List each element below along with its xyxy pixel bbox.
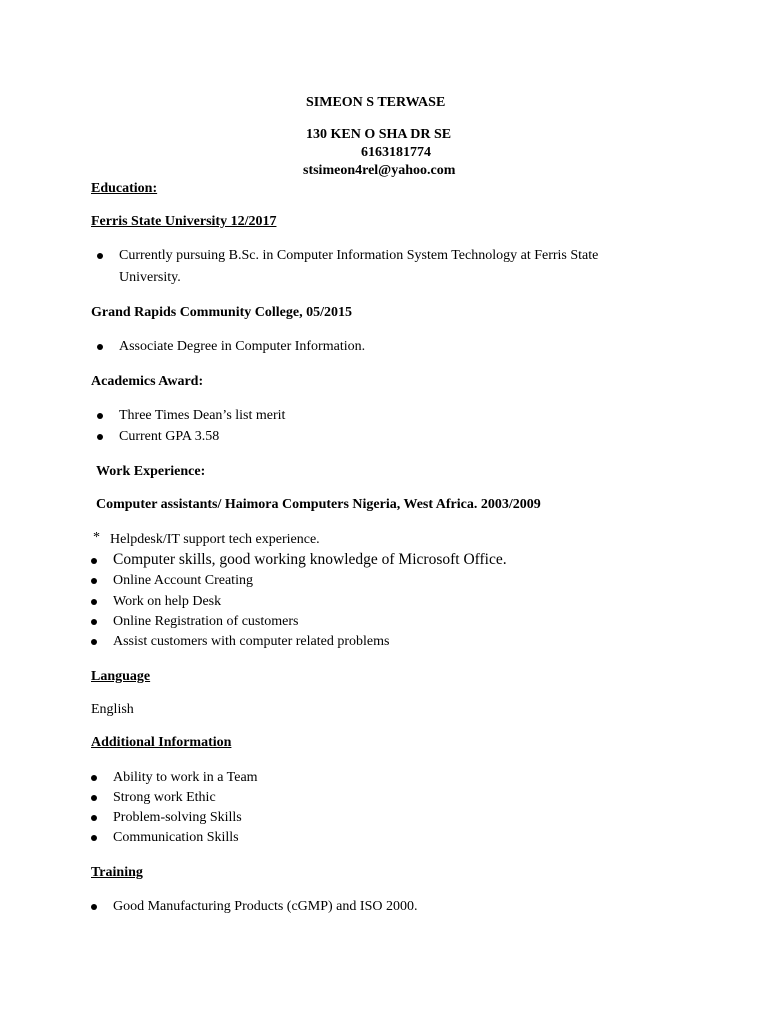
- bullet-icon: [97, 253, 103, 259]
- work-item: Online Account Creating: [113, 573, 253, 588]
- additional-heading: Additional Information: [91, 735, 232, 750]
- work-item: Helpdesk/IT support tech experience.: [110, 532, 320, 547]
- address-line: 130 KEN O SHA DR SE: [306, 127, 452, 142]
- additional-item: Communication Skills: [113, 830, 239, 845]
- bullet-icon: [91, 904, 97, 910]
- school1-title: Ferris State University 12/2017: [91, 214, 277, 229]
- email-address: stsimeon4rel@yahoo.com: [303, 163, 456, 178]
- work-heading: Work Experience:: [96, 464, 206, 479]
- work-item: Work on help Desk: [113, 594, 222, 609]
- phone-number: 6163181774: [361, 145, 431, 160]
- bullet-icon: [91, 619, 97, 625]
- school2-title: Grand Rapids Community College, 05/2015: [91, 305, 352, 320]
- awards-heading: Academics Award:: [91, 374, 204, 389]
- school2-detail: Associate Degree in Computer Information.: [119, 339, 366, 354]
- bullet-icon: [97, 413, 103, 419]
- bullet-icon: [91, 775, 97, 781]
- additional-item: Problem-solving Skills: [113, 810, 242, 825]
- work-item: Computer skills, good working knowledge of Microsoft Office.: [113, 551, 507, 568]
- award-item: Three Times Dean’s list merit: [119, 408, 286, 423]
- bullet-icon: [91, 578, 97, 584]
- bullet-icon: [91, 835, 97, 841]
- bullet-icon: [91, 558, 97, 564]
- bullet-icon: [97, 434, 103, 440]
- star-bullet-icon: *: [93, 530, 100, 545]
- bullet-icon: [91, 639, 97, 645]
- education-heading: Education:: [91, 181, 158, 196]
- award-item: Current GPA 3.58: [119, 429, 220, 444]
- bullet-icon: [91, 599, 97, 605]
- training-item: Good Manufacturing Products (cGMP) and ISO 2000.: [113, 899, 418, 914]
- bullet-icon: [97, 344, 103, 350]
- additional-item: Strong work Ethic: [113, 790, 216, 805]
- language-value: English: [91, 702, 134, 717]
- school1-detail-line1: Currently pursuing B.Sc. in Computer Information System Technology at Ferris State: [119, 248, 599, 263]
- work-item: Online Registration of customers: [113, 614, 299, 629]
- resume-name: SIMEON S TERWASE: [306, 95, 446, 110]
- work-item: Assist customers with computer related problems: [113, 634, 390, 649]
- additional-item: Ability to work in a Team: [113, 770, 258, 785]
- training-heading: Training: [91, 865, 143, 880]
- language-heading: Language: [91, 669, 151, 684]
- bullet-icon: [91, 795, 97, 801]
- bullet-icon: [91, 815, 97, 821]
- work-position: Computer assistants/ Haimora Computers Nigeria, West Africa. 2003/2009: [96, 497, 541, 512]
- school1-detail-line2: University.: [119, 270, 181, 285]
